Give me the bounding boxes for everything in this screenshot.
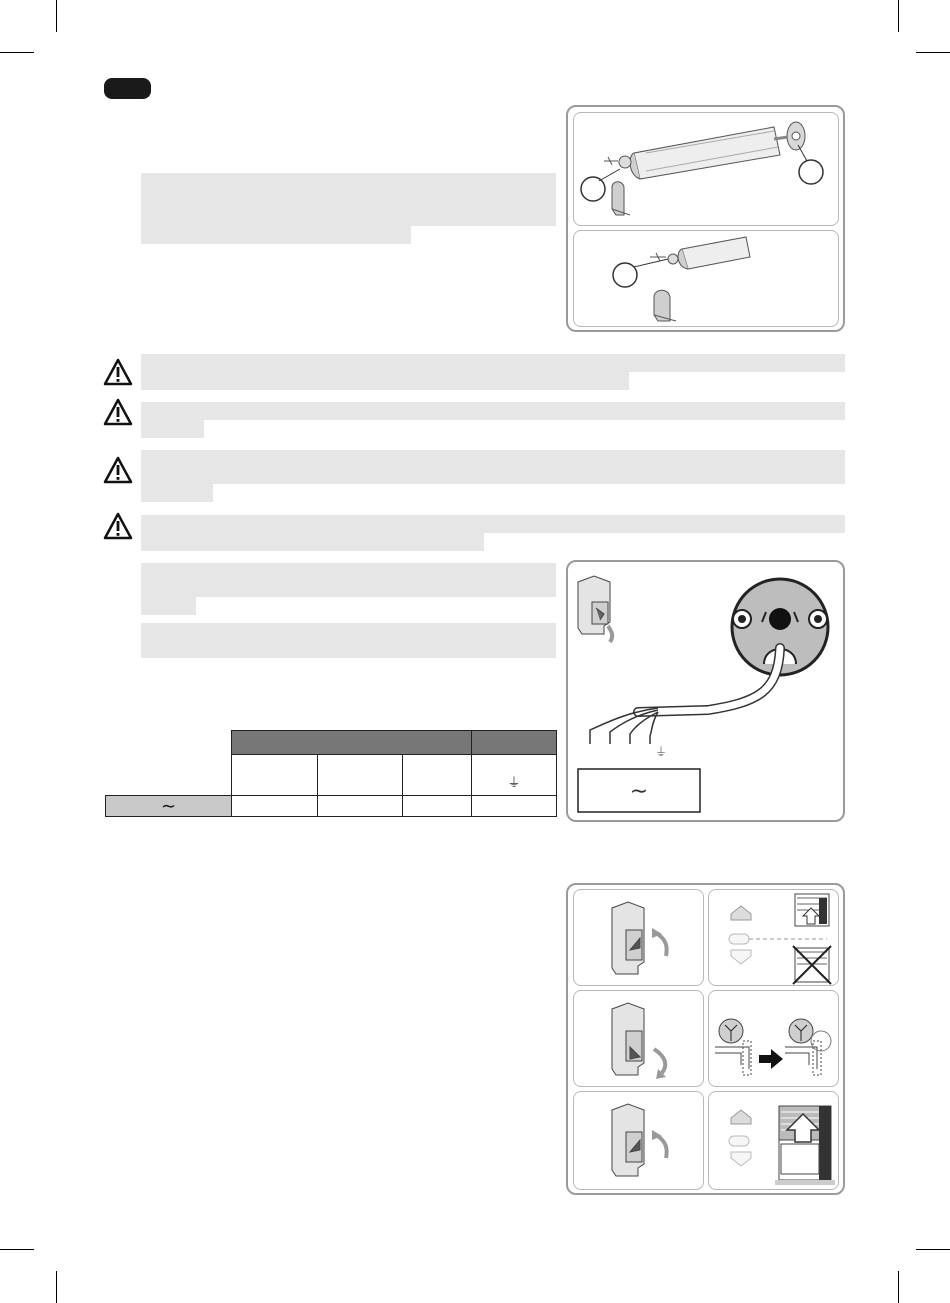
table-cell xyxy=(231,795,318,817)
figure-motor-mounting xyxy=(566,105,845,332)
figure-panel xyxy=(708,990,839,1087)
table-header xyxy=(231,730,472,755)
crop-mark xyxy=(898,0,899,32)
table-header-cell xyxy=(231,754,318,796)
warning-text xyxy=(141,420,204,438)
warning-icon xyxy=(103,398,133,426)
text-block xyxy=(141,173,556,226)
figure-panel xyxy=(708,889,839,986)
earth-symbol: ⏚ xyxy=(655,745,668,759)
warning-icon xyxy=(103,512,133,540)
crop-mark xyxy=(916,52,950,53)
warning-text xyxy=(141,402,845,420)
crop-mark xyxy=(56,1271,57,1303)
figure-panel xyxy=(573,990,704,1087)
warning-text xyxy=(141,354,845,372)
earth-symbol: ⏚ xyxy=(507,776,521,791)
table-header-cell xyxy=(402,754,472,796)
figure-panel xyxy=(573,112,839,226)
crop-mark xyxy=(56,0,57,32)
crop-mark xyxy=(898,1271,899,1303)
language-badge xyxy=(104,78,151,99)
warning-text xyxy=(141,372,629,390)
figure-panel xyxy=(573,230,839,327)
figure-wiring xyxy=(566,560,845,822)
text-block xyxy=(141,226,411,244)
table-header-cell xyxy=(471,754,557,796)
table-cell xyxy=(317,795,403,817)
text-block xyxy=(141,597,196,615)
figure-panel xyxy=(573,889,704,986)
crop-mark xyxy=(0,52,34,53)
warning-text xyxy=(141,484,213,502)
figure-panel xyxy=(708,1091,839,1190)
figure-programming-steps xyxy=(566,883,845,1195)
text-block xyxy=(141,623,556,658)
table-header xyxy=(471,730,557,755)
figure-panel xyxy=(573,1091,704,1190)
ac-supply-symbol: ∼ xyxy=(160,795,177,817)
crop-mark xyxy=(916,1249,950,1250)
table-header-cell xyxy=(317,754,403,796)
warning-text xyxy=(141,533,484,551)
crop-mark xyxy=(0,1249,34,1250)
table-cell xyxy=(471,795,557,817)
warning-icon xyxy=(103,456,133,484)
warning-text xyxy=(141,515,845,533)
text-block xyxy=(141,563,556,597)
warning-icon xyxy=(103,358,133,386)
table-row-label xyxy=(105,795,232,817)
warning-text xyxy=(141,450,845,484)
ac-supply-symbol: ∼ xyxy=(629,779,649,804)
table-cell xyxy=(402,795,472,817)
